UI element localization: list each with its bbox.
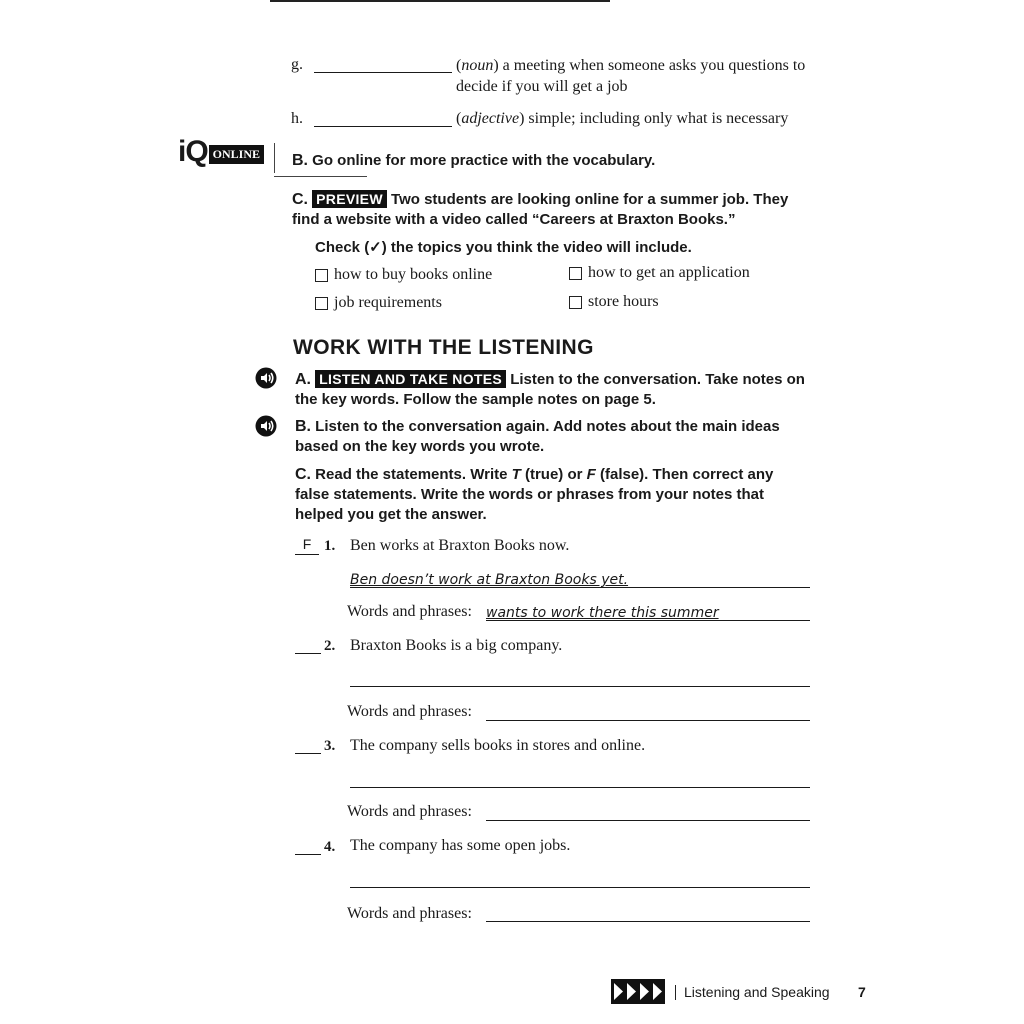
vocab-blank-g[interactable] (314, 72, 452, 73)
section-title: WORK WITH THE LISTENING (293, 336, 594, 359)
preview-tag: PREVIEW (312, 190, 387, 208)
statement-number: 4. (324, 839, 336, 855)
statement-number: 1. (324, 538, 336, 554)
check-option-4[interactable]: store hours (569, 293, 659, 311)
iq-brand: iQ (178, 135, 208, 168)
audio-icon[interactable] (255, 415, 277, 437)
checkbox[interactable] (315, 269, 328, 282)
correction-line[interactable] (350, 787, 810, 788)
check-option-2[interactable]: how to get an application (569, 264, 750, 282)
check-option-3[interactable]: job requirements (315, 294, 442, 312)
page-number: 7 (858, 984, 866, 1000)
iq-underline (274, 176, 367, 177)
statement-number: 2. (324, 638, 336, 654)
words-phrases-label: Words and phrases: (347, 703, 472, 720)
checkbox[interactable] (569, 267, 582, 280)
iq-online-label: ONLINE (209, 145, 264, 164)
words-phrases-line[interactable] (486, 604, 810, 621)
vocab-letter-h: h. (291, 110, 303, 127)
iq-online-logo[interactable] (178, 135, 264, 168)
answer-value: F (302, 536, 312, 552)
audio-icon[interactable] (255, 367, 277, 389)
answer-blank[interactable] (295, 636, 321, 654)
statement-text: Braxton Books is a big company. (350, 637, 563, 654)
words-phrases-text: wants to work there this summer (486, 605, 719, 621)
check-option-1[interactable]: how to buy books online (315, 266, 492, 284)
answer-blank[interactable] (295, 736, 321, 754)
vocab-blank-h[interactable] (314, 126, 452, 127)
section-b-instruction: B. Go online for more practice with the vocabulary. (292, 152, 656, 169)
statement-text: The company sells books in stores and online. (350, 737, 646, 754)
statement-number: 3. (324, 738, 336, 754)
vocab-def-g: (noun) a meeting when someone asks you questions to decide if you will get a job (456, 57, 806, 95)
statement-text: The company has some open jobs. (350, 837, 571, 854)
section-c-instruction: C. PREVIEW Two students are looking online for a summer job. They find a website with a video called “Careers at Braxton Books.” (292, 191, 789, 228)
correction-line[interactable] (350, 887, 810, 888)
statement-text: Ben works at Braxton Books now. (350, 537, 570, 554)
words-phrases-line[interactable] (486, 820, 810, 821)
top-rule (270, 0, 610, 2)
correction-line[interactable] (350, 686, 810, 687)
listening-a-instruction: A. LISTEN AND TAKE NOTES Listen to the conversation. Take notes on the key words. Follow the sample notes on page 5. (295, 371, 805, 408)
checkbox[interactable] (315, 297, 328, 310)
iq-divider (274, 143, 275, 173)
words-phrases-label: Words and phrases: (347, 803, 472, 820)
listening-b-instruction: B. Listen to the conversation again. Add notes about the main ideas based on the key words you wrote. (295, 418, 780, 455)
listening-c-instruction: C. Read the statements. Write T (true) or F (false). Then correct any false statements. Write the words or phrases from your notes that helped you get the answer. (295, 466, 774, 523)
correction-line[interactable] (350, 571, 810, 588)
words-phrases-label: Words and phrases: (347, 603, 472, 620)
answer-blank[interactable] (295, 536, 319, 555)
correction-text: Ben doesn’t work at Braxton Books yet. (350, 572, 629, 588)
vocab-def-h: (adjective) simple; including only what is necessary (456, 110, 789, 127)
vocab-letter-g: g. (291, 56, 303, 73)
answer-blank[interactable] (295, 837, 321, 855)
checkbox[interactable] (569, 296, 582, 309)
listen-notes-tag: LISTEN AND TAKE NOTES (315, 370, 506, 388)
words-phrases-label: Words and phrases: (347, 905, 472, 922)
footer-divider (675, 985, 676, 1000)
words-phrases-line[interactable] (486, 921, 810, 922)
words-phrases-line[interactable] (486, 720, 810, 721)
footer-title: Listening and Speaking (684, 984, 830, 1000)
footer-arrows-icon (611, 979, 665, 1004)
check-instruction: Check (✓) the topics you think the video will include. (315, 239, 692, 256)
